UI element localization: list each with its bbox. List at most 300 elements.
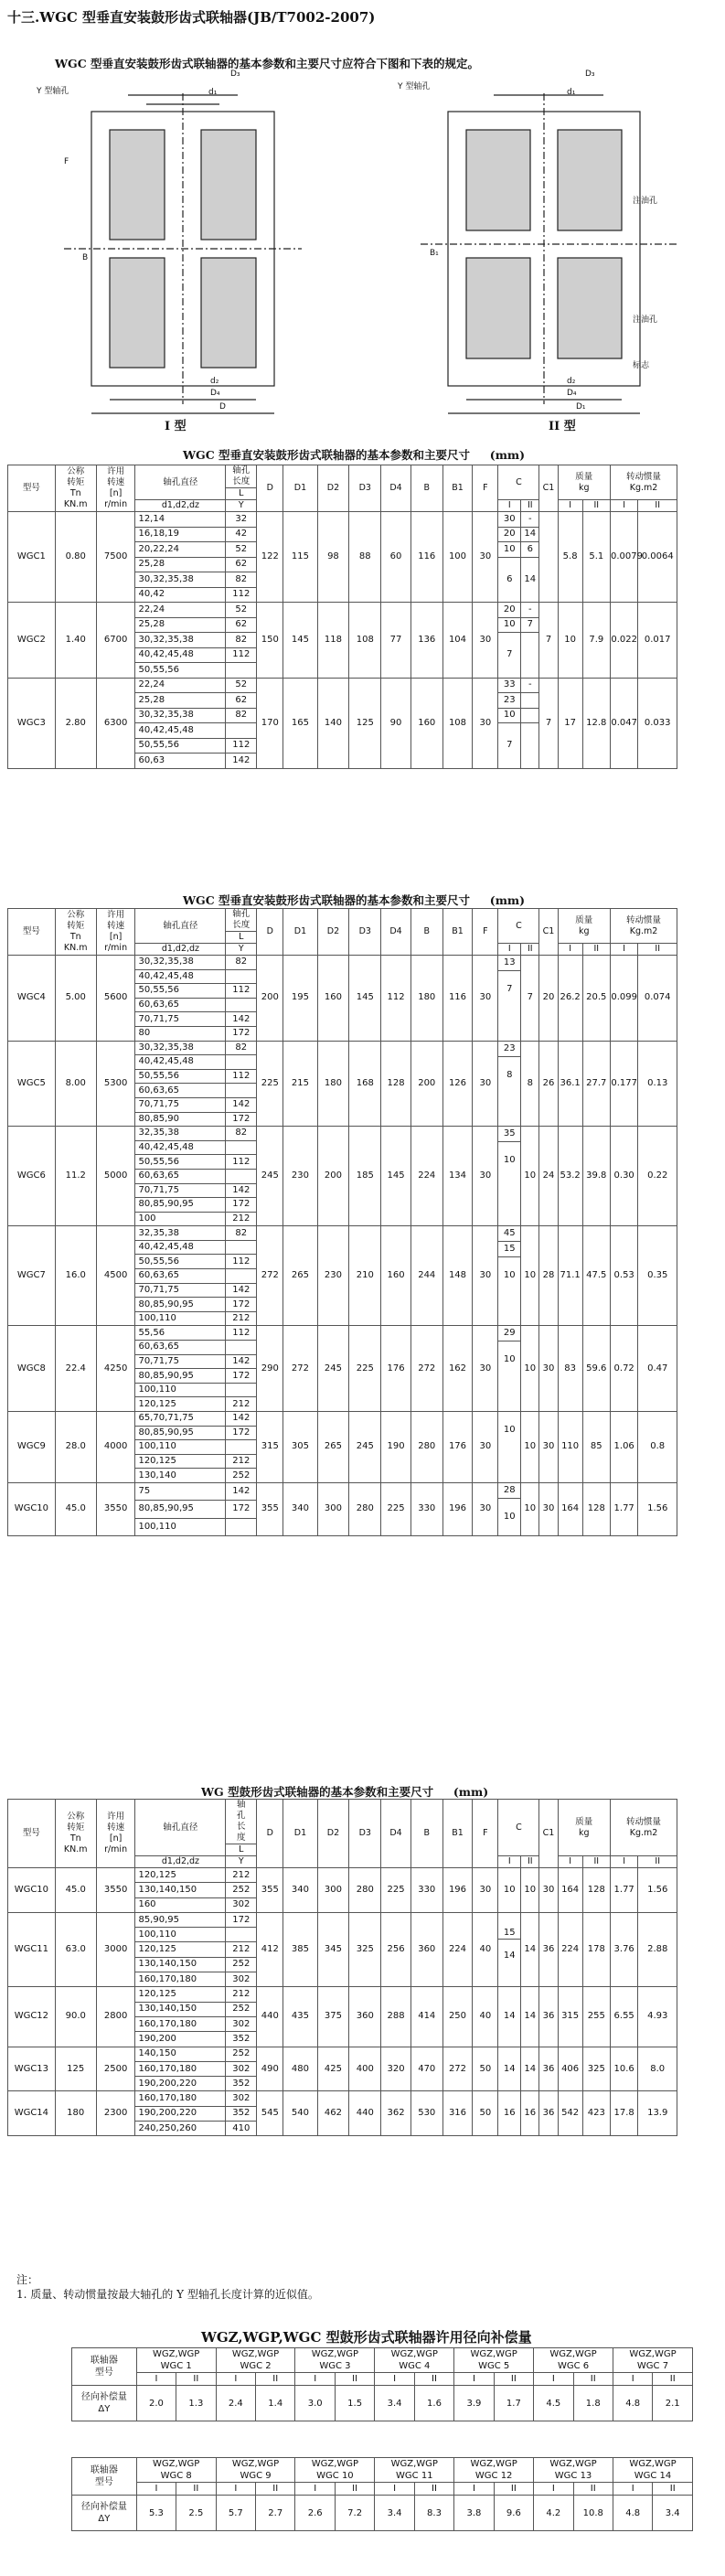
cell-inertia-ii: 13.9 [638,2091,677,2136]
cell-d4: 225 [381,1482,411,1535]
comp-col-ii: II [653,2373,693,2386]
cell-b: 244 [410,1226,442,1326]
cell-inertia-ii: 0.35 [638,1226,677,1326]
col-speed: 许用 转速 [n] r/min [96,1800,135,1868]
table-row [8,1127,717,1141]
col-bore-sub: d1,d2,dz [135,944,226,956]
cell-torque: 45.0 [55,1868,96,1913]
cell-mass-i: 224 [558,1912,582,1986]
cell-bore: 70,71,75 [135,1183,226,1198]
cell-d4: 112 [381,956,411,1042]
cell-c-i [498,1226,521,1326]
cell-d2: 425 [317,2047,349,2091]
cell-speed: 5000 [96,1127,135,1226]
col-inertia: 转动惯量 Kg.m2 [610,465,677,500]
cell-c1: 36 [539,2091,558,2136]
cell-bore: 50,55,56 [135,1155,226,1170]
label-b: B [82,253,89,262]
cell-inertia-i: 1.77 [610,1482,637,1535]
comp-value-i: 3.9 [454,2386,494,2421]
cell-torque: 28.0 [55,1412,96,1483]
cell-c-i: 10 [498,1868,521,1913]
cell-bore: 25,28 [135,617,226,633]
comp-model: WGZ,WGP WGC 5 [454,2348,534,2373]
cell-bore: 120,125 [135,1868,226,1883]
cell-d1: 435 [283,1987,317,2047]
table-row [72,2458,693,2483]
cell-length: 172 [226,1369,257,1384]
cell-mass-ii: 178 [582,1912,610,1986]
cell-bore: 160,170,180 [135,2091,226,2106]
cell-b1: 100 [442,512,473,603]
cell-bore: 80,85,90,95 [135,1501,226,1518]
cell-d3: 225 [349,1326,381,1412]
cell-d2: 462 [317,2091,349,2136]
cell-length: 62 [226,557,257,572]
cell-c-i: 7 [498,723,521,769]
cell-c-i [498,1127,521,1226]
cell-d3: 168 [349,1041,381,1127]
cell-speed: 2500 [96,2047,135,2091]
comp-col-i: I [454,2373,494,2386]
table-row [8,512,717,528]
label-d4-2: D₄ [567,389,577,398]
cell-mass-ii: 128 [582,1482,610,1535]
cell-length [226,1269,257,1284]
cell-torque: 1.40 [55,603,96,679]
comp-col-i: I [295,2483,335,2496]
cell-d3: 185 [349,1127,381,1226]
cell-bore: 22,24 [135,603,226,618]
cell-inertia-i: 0.30 [610,1127,637,1226]
col-d4: D4 [381,1800,411,1868]
cell-bore: 60,63,65 [135,998,226,1012]
col-ii: II [638,500,677,512]
cell-length: 82 [226,1041,257,1055]
label-d1-big: D₁ [576,402,586,412]
cell-d: 245 [257,1127,283,1226]
c-value: 8 [498,1056,520,1094]
cell-f: 50 [473,2091,498,2136]
cell-d: 200 [257,956,283,1042]
cell-mass-i: 83 [558,1326,582,1412]
cell-mass-ii: 47.5 [582,1226,610,1326]
col-speed: 许用 转速 [n] r/min [96,909,135,956]
cell-f: 30 [473,956,498,1042]
spec-table-3 [7,1799,717,2136]
comp-label-model: 联轴器 型号 [72,2348,137,2386]
table-row [8,1041,717,1055]
cell-bore: 70,71,75 [135,1354,226,1369]
cell-b1: 272 [442,2047,473,2091]
col-mass: 质量 kg [558,1800,610,1856]
comp-col-i: I [136,2373,176,2386]
cell-speed: 3000 [96,1912,135,1986]
cell-c1: 30 [539,1482,558,1535]
drawing-caption-type-1: I 型 [165,420,187,433]
cell-bore: 32,35,38 [135,1127,226,1141]
cell-length: 62 [226,617,257,633]
cell-b: 360 [410,1912,442,1986]
col-length-y: Y [226,944,257,956]
comp-col-i: I [613,2373,652,2386]
cell-c-i: 20 [498,603,521,618]
cell-bore: 40,42,45,48 [135,1240,226,1255]
cell-length: 172 [226,1198,257,1213]
col-d4: D4 [381,909,411,956]
table2-caption-text: WGC 型垂直安装鼓形齿式联轴器的基本参数和主要尺寸 [183,893,471,907]
cell-inertia-ii: 0.033 [638,678,677,768]
col-d1: D1 [283,909,317,956]
comp-model: WGZ,WGP WGC 10 [295,2458,375,2483]
col-bore: 轴孔直径 [135,1800,226,1856]
cell-bore: 60,63,65 [135,1341,226,1355]
cell-d3: 280 [349,1868,381,1913]
cell-f: 30 [473,512,498,603]
cell-inertia-ii: 0.22 [638,1127,677,1226]
cell-d1: 340 [283,1482,317,1535]
cell-length: 112 [226,647,257,663]
cell-b1: 108 [442,678,473,768]
cell-d1: 265 [283,1226,317,1326]
cell-length: 52 [226,603,257,618]
cell-length: 212 [226,1212,257,1226]
cell-bore: 30,32,35,38 [135,708,226,723]
cell-mass-i: 71.1 [558,1226,582,1326]
cell-d1: 385 [283,1912,317,1986]
cell-d: 272 [257,1226,283,1326]
comp-col-i: I [375,2483,414,2496]
col-mass: 质量 kg [558,465,610,500]
cell-inertia-i: 0.177 [610,1041,637,1127]
cell-length: 212 [226,1454,257,1469]
cell-b: 470 [410,2047,442,2091]
comp-value-ii: 1.4 [256,2386,295,2421]
cell-bore: 40,42,45,48 [135,1055,226,1070]
cell-d1: 165 [283,678,317,768]
comp-value-i: 3.0 [295,2386,335,2421]
cell-f: 30 [473,603,498,679]
cell-c-i [498,1041,521,1127]
comp-value-ii: 1.5 [335,2386,374,2421]
col-b1: B1 [442,909,473,956]
cell-d2: 245 [317,1326,349,1412]
cell-d3: 145 [349,956,381,1042]
cell-mass-ii: 325 [582,2047,610,2091]
cell-d: 170 [257,678,283,768]
cell-torque: 90.0 [55,1987,96,2047]
cell-bore: 60,63,65 [135,1084,226,1098]
cell-c-i [498,1912,521,1986]
cell-speed: 2800 [96,1987,135,2047]
table-row [8,1868,717,1883]
table-row [72,2348,693,2373]
cell-d3: 210 [349,1226,381,1326]
cell-length: 212 [226,1987,257,2002]
cell-speed: 3550 [96,1868,135,1913]
cell-mass-ii: 20.5 [582,956,610,1042]
table2-caption [183,892,525,908]
drawing-caption-type-2: II 型 [549,420,576,433]
cell-d: 315 [257,1412,283,1483]
col-length-l: L [226,488,257,500]
cell-mass-i: 53.2 [558,1127,582,1226]
label-d: D [219,402,226,412]
cell-c1: 7 [539,678,558,768]
cell-length: 302 [226,2091,257,2106]
cell-d4: 190 [381,1412,411,1483]
comp-value-ii: 1.3 [176,2386,216,2421]
cell-f: 30 [473,1412,498,1483]
col-ii: II [582,500,610,512]
drawing-type-2-svg [393,75,704,441]
cell-mass-ii: 255 [582,1987,610,2047]
col-inertia: 转动惯量 Kg.m2 [610,1800,677,1856]
col-i: I [558,500,582,512]
cell-b: 116 [410,512,442,603]
cell-length: 82 [226,708,257,723]
cell-speed: 4000 [96,1412,135,1483]
cell-inertia-ii: 4.93 [638,1987,677,2047]
comp-value-ii: 1.7 [494,2386,533,2421]
comp-value-ii: 9.6 [494,2496,533,2531]
cell-torque: 11.2 [55,1127,96,1226]
cell-length: 82 [226,1127,257,1141]
table1-caption-text: WGC 型垂直安装鼓形齿式联轴器的基本参数和主要尺寸 [183,448,471,462]
comp-value-i: 2.6 [295,2496,335,2531]
cell-length: 82 [226,633,257,648]
col-d3: D3 [349,465,381,512]
col-i: I [610,500,637,512]
comp-model: WGZ,WGP WGC 8 [136,2458,216,2483]
cell-c-ii [521,708,539,723]
col-d1: D1 [283,465,317,512]
cell-b: 414 [410,1987,442,2047]
c-value: 23 [503,1042,516,1053]
cell-length [226,969,257,984]
col-length: 轴孔 长度 [226,465,257,488]
label-oil-hole-2: 注油孔 [633,315,658,325]
comp-label-model: 联轴器 型号 [72,2458,137,2496]
cell-d2: 265 [317,1412,349,1483]
col-bore: 轴孔直径 [135,465,226,500]
comp-model: WGZ,WGP WGC 9 [216,2458,295,2483]
cell-mass-ii: 7.9 [582,603,610,679]
cell-bore: 50,55,56 [135,1255,226,1269]
comp-col-ii: II [176,2373,216,2386]
c-value: 35 [503,1128,516,1139]
comp-value-ii: 7.2 [335,2496,374,2531]
cell-d4: 128 [381,1041,411,1127]
cell-d2: 300 [317,1482,349,1535]
cell-c-i: 14 [498,1987,521,2047]
cell-d1: 540 [283,2091,317,2136]
cell-d: 440 [257,1987,283,2047]
cell-bore: 50,55,56 [135,663,226,679]
cell-c1: 30 [539,1326,558,1412]
cell-model: WGC4 [8,956,56,1042]
table-row [8,2047,717,2061]
label-b1: B₁ [430,249,439,258]
cell-c-ii: 10 [521,1482,539,1535]
cell-b: 272 [410,1326,442,1412]
comp-caption: WGZ,WGP,WGC 型鼓形齿式联轴器许用径向补偿量 [201,2329,532,2346]
cell-bore: 160,170,180 [135,2016,226,2031]
comp-value-i: 3.4 [375,2386,414,2421]
cell-speed: 5300 [96,1041,135,1127]
cell-length: 52 [226,678,257,693]
col-d1: D1 [283,1800,317,1868]
cell-length: 142 [226,1183,257,1198]
col-i: I [558,944,582,956]
cell-bore: 22,24 [135,678,226,693]
cell-length: 212 [226,1868,257,1883]
table-row [8,1912,717,1927]
cell-length: 142 [226,1354,257,1369]
comp-col-i: I [534,2373,573,2386]
cell-bore: 100 [135,1212,226,1226]
header-row [8,909,717,932]
cell-d1: 340 [283,1868,317,1913]
table1-unit: (mm) [489,448,526,462]
cell-b: 530 [410,2091,442,2136]
table2-unit: (mm) [489,893,526,907]
cell-c-i [498,1326,521,1412]
cell-length: 82 [226,1226,257,1241]
cell-d3: 440 [349,2091,381,2136]
cell-d4: 160 [381,1226,411,1326]
cell-c-ii: 7 [521,617,539,633]
cell-bore: 130,140,150 [135,2002,226,2016]
cell-d4: 145 [381,1127,411,1226]
comp-col-ii: II [256,2483,295,2496]
col-length: 轴孔 长度 [226,909,257,932]
cell-inertia-i: 17.8 [610,2091,637,2136]
cell-d3: 360 [349,1987,381,2047]
cell-inertia-ii: 0.8 [638,1412,677,1483]
cell-c1 [539,512,558,603]
comp-col-i: I [295,2373,335,2386]
cell-bore: 40,42,45,48 [135,647,226,663]
col-d2: D2 [317,1800,349,1868]
cell-d: 150 [257,603,283,679]
cell-c-i: 16 [498,2091,521,2136]
cell-mass-i: 315 [558,1987,582,2047]
cell-length: 172 [226,1112,257,1127]
cell-inertia-i: 0.0079 [610,512,637,603]
cell-length: 252 [226,1957,257,1972]
cell-length: 32 [226,512,257,528]
cell-f: 40 [473,1987,498,2047]
cell-bore: 160 [135,1897,226,1912]
cell-c-i: 10 [498,708,521,723]
cell-torque: 2.80 [55,678,96,768]
col-ii: II [638,1856,677,1868]
cell-bore: 65,70,71,75 [135,1412,226,1427]
cell-c-ii: - [521,512,539,528]
cell-bore: 100,110 [135,1383,226,1397]
cell-bore: 120,125 [135,1942,226,1957]
cell-length: 252 [226,2047,257,2061]
col-ii: II [521,500,539,512]
cell-length [226,1341,257,1355]
cell-length: 352 [226,2077,257,2091]
cell-bore: 70,71,75 [135,1283,226,1298]
cell-c-ii [521,693,539,709]
cell-d2: 230 [317,1226,349,1326]
col-i: I [498,944,521,956]
cell-d: 225 [257,1041,283,1127]
cell-c1: 20 [539,956,558,1042]
cell-d3: 125 [349,678,381,768]
cell-c-ii: 14 [521,1987,539,2047]
comp-value-ii: 8.3 [414,2496,453,2531]
c-value: 13 [503,957,516,967]
col-bore: 轴孔直径 [135,909,226,944]
c-value: 14 [498,1939,520,1972]
col-ii: II [638,944,677,956]
cell-length [226,1084,257,1098]
comp-model: WGZ,WGP WGC 2 [216,2348,295,2373]
cell-torque: 5.00 [55,956,96,1042]
col-ii: II [582,1856,610,1868]
col-d: D [257,1800,283,1868]
cell-bore: 80,85,90,95 [135,1426,226,1440]
cell-inertia-ii: 1.56 [638,1482,677,1535]
col-length: 轴 孔 长 度 [226,1800,257,1844]
comp-label-value: 径向补偿量 ΔY [72,2386,137,2421]
cell-bore: 60,63,65 [135,1269,226,1284]
table1-caption [183,446,525,463]
col-mass: 质量 kg [558,909,610,944]
cell-bore: 130,140,150 [135,1957,226,1972]
cell-d1: 215 [283,1041,317,1127]
cell-model: WGC10 [8,1482,56,1535]
cell-mass-i: 26.2 [558,956,582,1042]
cell-bore: 50,55,56 [135,738,226,754]
label-d2-2: d₂ [567,377,576,386]
cell-length [226,1383,257,1397]
cell-length: 212 [226,1942,257,1957]
cell-length: 172 [226,1912,257,1927]
comp-model: WGZ,WGP WGC 11 [375,2458,454,2483]
c-value: 15 [498,1241,520,1256]
table-row [8,1482,717,1500]
cell-f: 30 [473,1127,498,1226]
cell-length [226,663,257,679]
cell-bore: 50,55,56 [135,1069,226,1084]
table-row [8,603,717,618]
cell-length: 352 [226,2032,257,2047]
cell-d3: 88 [349,512,381,603]
cell-length: 142 [226,754,257,769]
cell-c-ii [521,723,539,769]
table-row [72,2496,693,2531]
intro-text: WGC 型垂直安装鼓形齿式联轴器的基本参数和主要尺寸应符合下图和下表的规定。 [55,57,480,70]
cell-speed: 2300 [96,2091,135,2136]
cell-bore: 40,42,45,48 [135,1140,226,1155]
cell-b1: 316 [442,2091,473,2136]
comp-col-ii: II [414,2483,453,2496]
cell-model: WGC3 [8,678,56,768]
comp-col-ii: II [573,2373,613,2386]
cell-c1: 26 [539,1041,558,1127]
cell-length: 302 [226,2061,257,2076]
c-value: 10 [498,1256,520,1294]
label-y-shaft-2: Y 型轴孔 [398,82,431,91]
cell-mass-i: 36.1 [558,1041,582,1127]
cell-mass-i: 110 [558,1412,582,1483]
